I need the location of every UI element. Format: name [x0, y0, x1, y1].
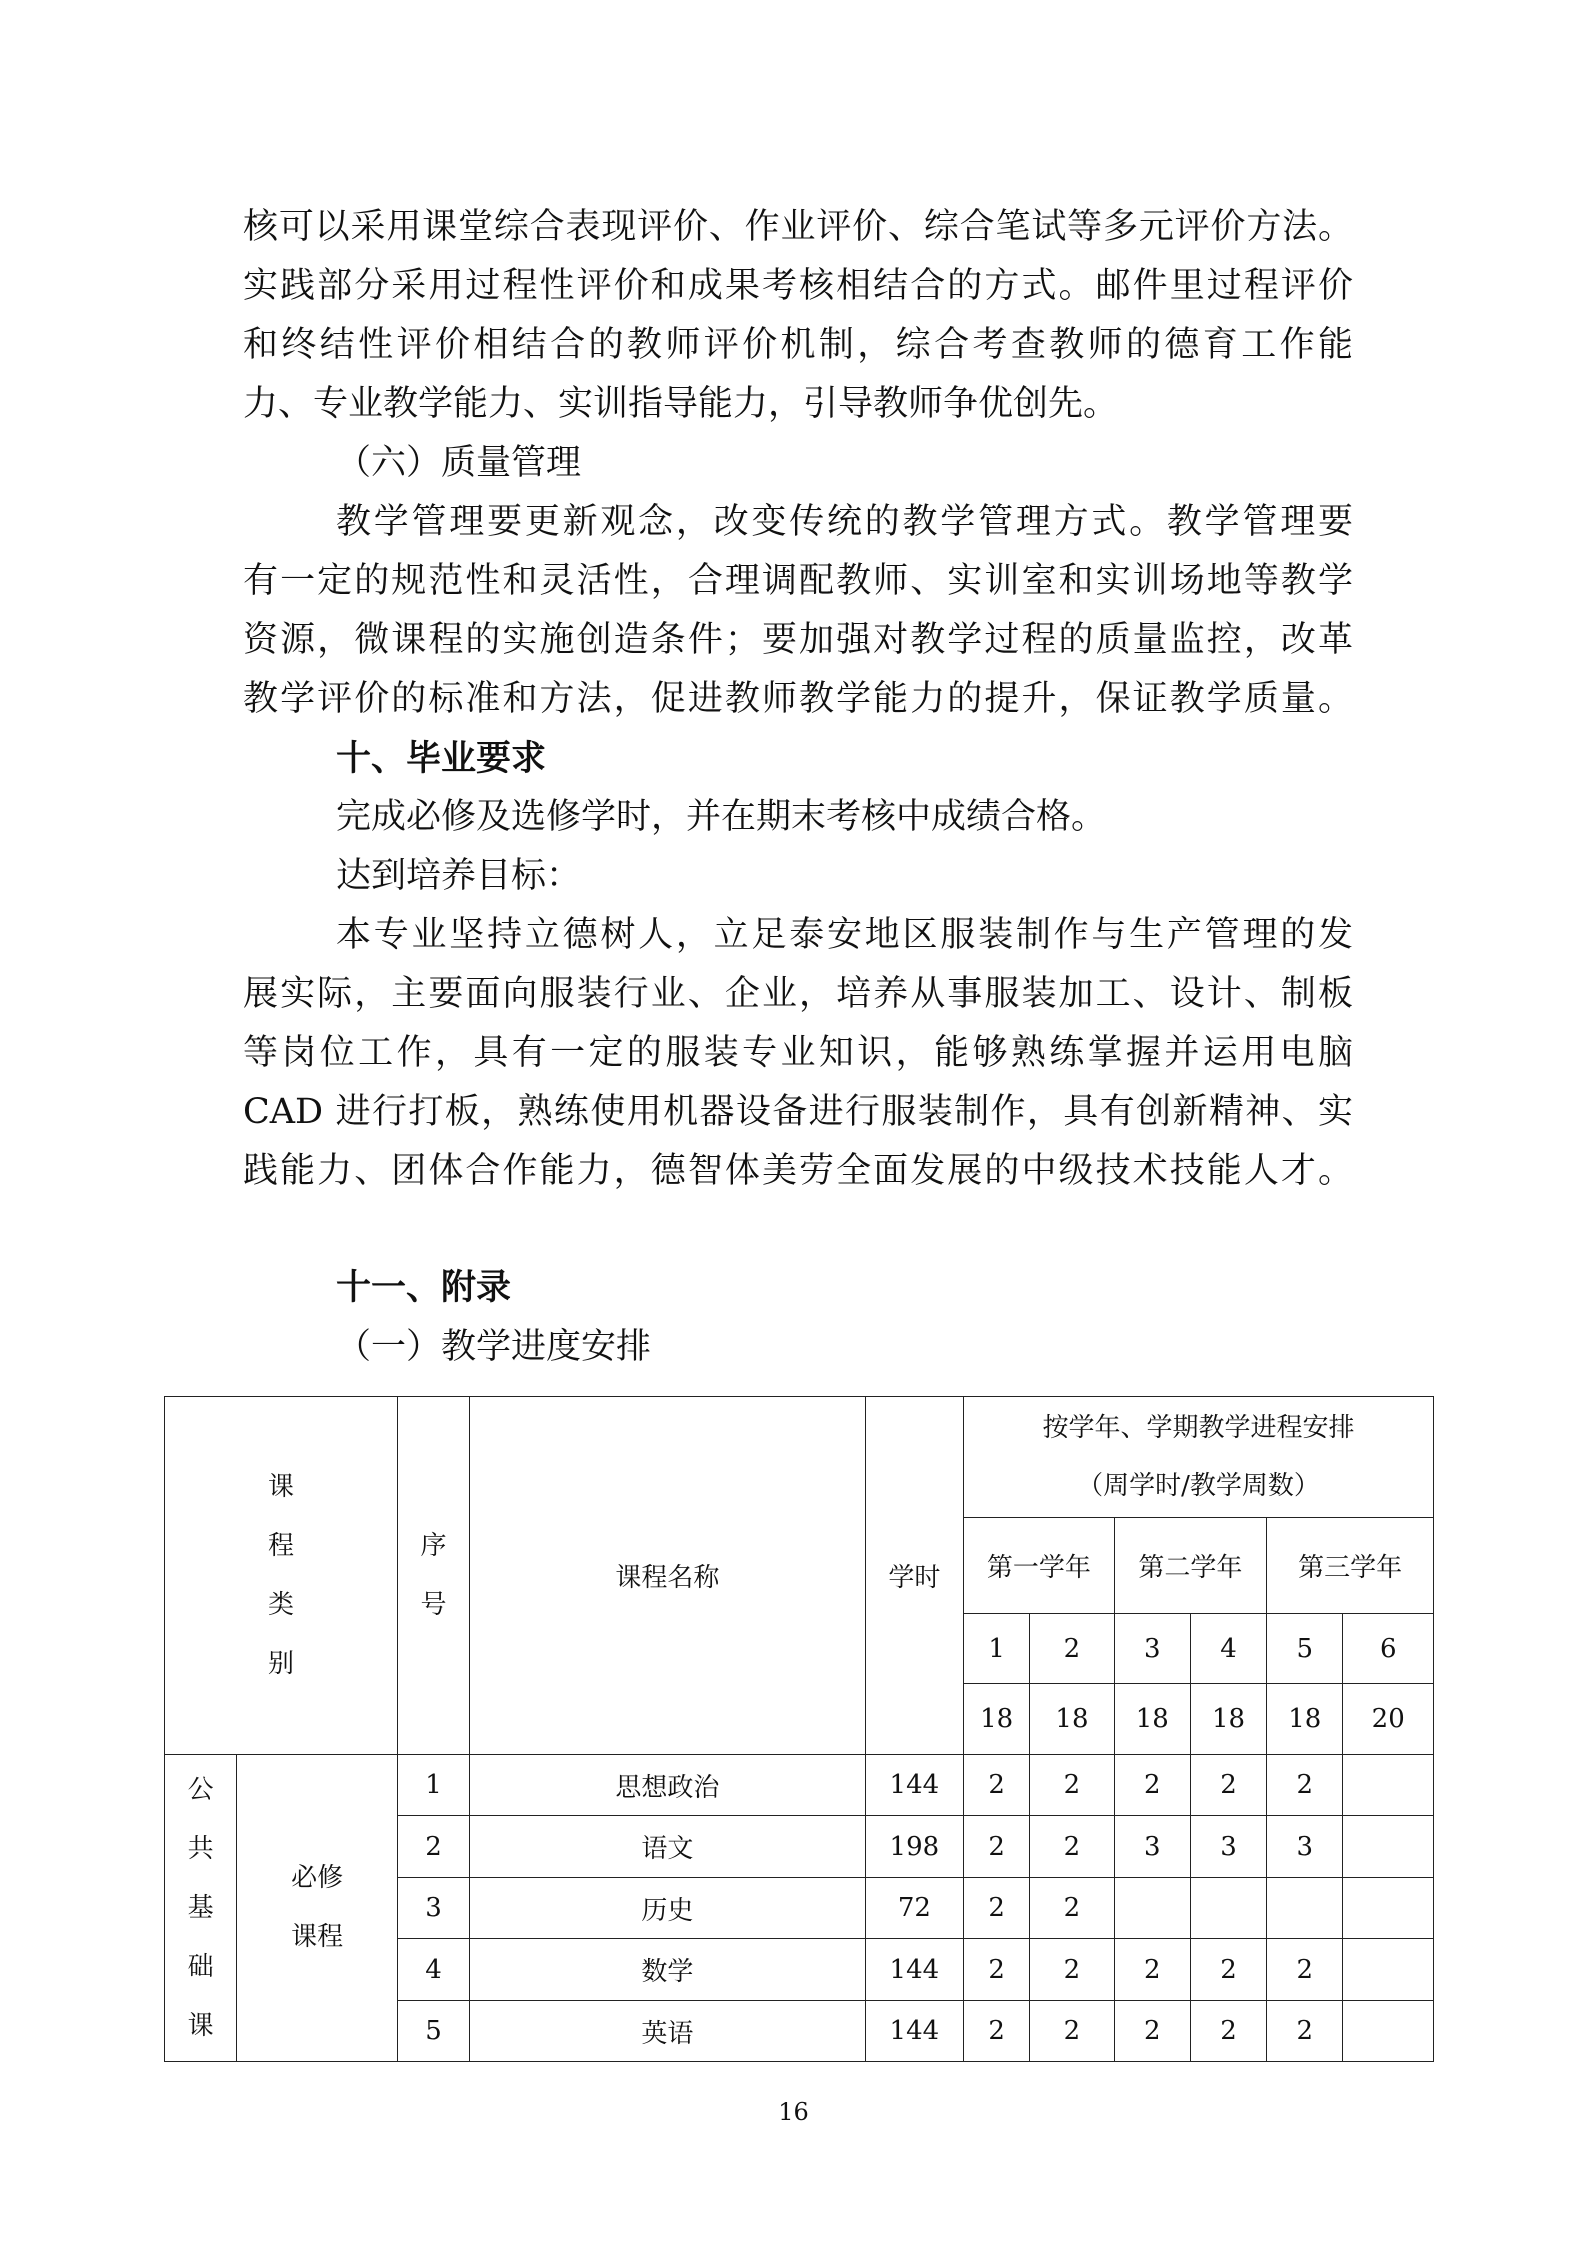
- page-number: 16: [778, 2098, 809, 2126]
- cell-semester: 2: [1190, 1939, 1266, 2001]
- header-year: 第二学年: [1114, 1518, 1267, 1614]
- paragraph-line: CAD 进行打板，熟练使用机器设备进行服装制作，具有创新精神、实: [243, 1092, 1353, 1132]
- header-course-name: 课程名称: [470, 1397, 866, 1755]
- teaching-schedule-table: [164, 1396, 1434, 2062]
- cell-semester: 2: [1114, 1755, 1190, 1816]
- header-weeks: 20: [1343, 1684, 1434, 1755]
- cell-seq: 1: [397, 1755, 469, 1816]
- section-heading-appendix: 十一、附录: [336, 1267, 512, 1308]
- cell-seq: 3: [397, 1878, 469, 1939]
- header-weeks: 18: [964, 1684, 1030, 1755]
- cell-semester: 2: [1030, 1755, 1114, 1816]
- cell-hours: 72: [865, 1878, 963, 1939]
- cell-semester: 2: [1114, 2001, 1190, 2062]
- header-semester: 6: [1343, 1614, 1434, 1684]
- cell-semester: 2: [1030, 1939, 1114, 2001]
- paragraph-line: 有一定的规范性和灵活性，合理调配教师、实训室和实训场地等教学: [243, 561, 1353, 601]
- header-weeks: 18: [1114, 1684, 1190, 1755]
- cell-semester: 2: [1190, 2001, 1266, 2062]
- cell-seq: 4: [397, 1939, 469, 2001]
- cell-hours: 144: [865, 1755, 963, 1816]
- subgroup-line: 必修: [291, 1863, 344, 1893]
- arrangement-subtitle: （周学时/教学周数）: [1077, 1471, 1320, 1501]
- header-course-category: [165, 1397, 398, 1755]
- cell-hours: 198: [865, 1816, 963, 1878]
- header-semester: 3: [1114, 1614, 1190, 1684]
- cell-course-name: 历史: [470, 1878, 866, 1939]
- cell-semester: 2: [964, 2001, 1030, 2062]
- header-weeks: 18: [1190, 1684, 1266, 1755]
- graduation-line-1: 完成必修及选修学时，并在期末考核中成绩合格。: [336, 797, 1107, 837]
- cell-semester: 2: [964, 1939, 1030, 2001]
- header-char: 序: [420, 1530, 447, 1561]
- header-year: 第三学年: [1267, 1518, 1434, 1614]
- header-semester: 1: [964, 1614, 1030, 1684]
- group-char: 公: [187, 1774, 214, 1805]
- paragraph-line: 展实际，主要面向服装行业、企业，培养从事服装加工、设计、制板: [243, 974, 1353, 1014]
- paragraph-line: 实践部分采用过程性评价和成果考核相结合的方式。邮件里过程评价: [243, 266, 1353, 306]
- table-row: [165, 1755, 1434, 1816]
- cell-hours: 144: [865, 1939, 963, 2001]
- cell-semester: 2: [1267, 2001, 1343, 2062]
- cell-semester: [1114, 1878, 1190, 1939]
- group-char: 课: [187, 2010, 214, 2041]
- header-semester: 2: [1030, 1614, 1114, 1684]
- cell-semester: 3: [1267, 1816, 1343, 1878]
- section-heading-graduation: 十、毕业要求: [336, 738, 547, 779]
- cell-semester: 2: [1030, 1816, 1114, 1878]
- cell-semester: 2: [1030, 1878, 1114, 1939]
- subgroup-line: 课程: [291, 1922, 344, 1952]
- cell-semester: 2: [964, 1878, 1030, 1939]
- group-public-basic: [165, 1755, 237, 2062]
- paragraph-line: 等岗位工作，具有一定的服装专业知识，能够熟练掌握并运用电脑: [243, 1033, 1353, 1073]
- section-heading-quality: （六）质量管理: [336, 443, 582, 483]
- paragraph-line: 本专业坚持立德树人，立足泰安地区服装制作与生产管理的发: [336, 915, 1353, 955]
- cell-semester: [1343, 1755, 1434, 1816]
- paragraph-line: 资源，微课程的实施创造条件；要加强对教学过程的质量监控，改革: [243, 620, 1353, 660]
- cell-semester: [1343, 1939, 1434, 2001]
- header-arrangement: [964, 1397, 1434, 1518]
- paragraph-line: 和终结性评价相结合的教师评价机制，综合考查教师的德育工作能: [243, 325, 1353, 365]
- header-hours: 学时: [865, 1397, 963, 1755]
- paragraph-line: 力、专业教学能力、实训指导能力，引导教师争优创先。: [243, 384, 1119, 424]
- group-char: 共: [187, 1833, 214, 1864]
- header-char: 号: [420, 1589, 447, 1620]
- cell-semester: [1343, 1816, 1434, 1878]
- header-char: 程: [267, 1530, 294, 1561]
- cell-semester: 2: [964, 1755, 1030, 1816]
- cell-semester: 2: [1190, 1755, 1266, 1816]
- cell-semester: 3: [1190, 1816, 1266, 1878]
- section-heading-schedule: （一）教学进度安排: [336, 1327, 652, 1367]
- cell-course-name: 数学: [470, 1939, 866, 2001]
- header-semester: 5: [1267, 1614, 1343, 1684]
- cell-semester: [1190, 1878, 1266, 1939]
- header-char: 课: [267, 1471, 294, 1502]
- cell-semester: 2: [1267, 1939, 1343, 2001]
- cell-course-name: 思想政治: [470, 1755, 866, 1816]
- cell-semester: 3: [1114, 1816, 1190, 1878]
- arrangement-title: 按学年、学期教学进程安排: [1042, 1413, 1355, 1443]
- cell-semester: [1267, 1878, 1343, 1939]
- paragraph-line: 教学评价的标准和方法，促进教师教学能力的提升，保证教学质量。: [243, 679, 1353, 719]
- cell-course-name: 语文: [470, 1816, 866, 1878]
- header-semester: 4: [1190, 1614, 1266, 1684]
- paragraph-line: 践能力、团体合作能力，德智体美劳全面发展的中级技术技能人才。: [243, 1151, 1353, 1191]
- header-weeks: 18: [1030, 1684, 1114, 1755]
- group-char: 基: [187, 1892, 214, 1923]
- header-weeks: 18: [1267, 1684, 1343, 1755]
- cell-course-name: 英语: [470, 2001, 866, 2062]
- paragraph-line: 教学管理要更新观念，改变传统的教学管理方式。教学管理要: [336, 502, 1353, 542]
- header-year: 第一学年: [964, 1518, 1115, 1614]
- cell-semester: 2: [1030, 2001, 1114, 2062]
- header-char: 类: [267, 1589, 294, 1620]
- cell-seq: 5: [397, 2001, 469, 2062]
- header-seq: [397, 1397, 469, 1755]
- cell-semester: [1343, 1878, 1434, 1939]
- graduation-line-2: 达到培养目标：: [336, 856, 582, 896]
- paragraph-line: 核可以采用课堂综合表现评价、作业评价、综合笔试等多元评价方法。: [243, 207, 1353, 247]
- group-char: 础: [187, 1951, 214, 1982]
- header-char: 别: [267, 1648, 294, 1679]
- cell-semester: [1343, 2001, 1434, 2062]
- cell-semester: 2: [1114, 1939, 1190, 2001]
- cell-semester: 2: [1267, 1755, 1343, 1816]
- cell-hours: 144: [865, 2001, 963, 2062]
- subgroup-required: [237, 1755, 398, 2062]
- cell-semester: 2: [964, 1816, 1030, 1878]
- cell-seq: 2: [397, 1816, 469, 1878]
